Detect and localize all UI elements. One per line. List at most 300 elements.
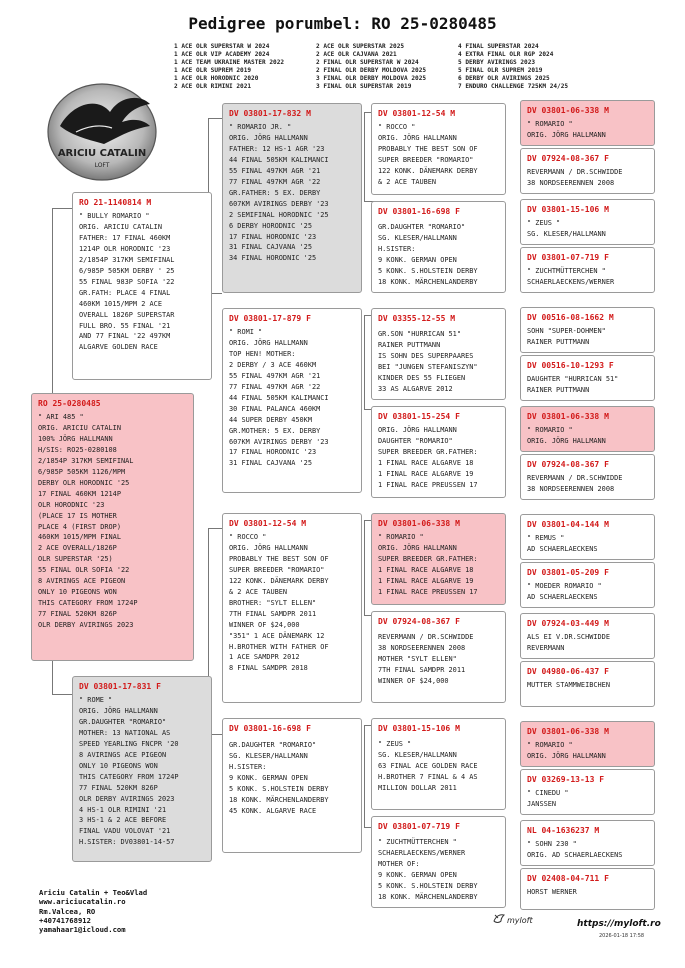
pigeon-details bbox=[73, 694, 211, 848]
detail-line: " ROME " bbox=[79, 696, 113, 704]
detail-line: 5 KONK. S.HOLSTEIN DERBY bbox=[229, 784, 329, 793]
detail-line: 9 KONK. GERMAN OPEN bbox=[378, 870, 457, 879]
detail-line: SCHAERLAECKENS/WERNER bbox=[527, 277, 615, 286]
great-grandparent-card-10[interactable] bbox=[520, 562, 655, 608]
detail-line: SG. KLESER/HALLMANN bbox=[229, 751, 308, 760]
detail-line: RAINER PUTTMANN bbox=[378, 340, 441, 349]
detail-line: BROTHER: "SYLT ELLEN" bbox=[229, 598, 317, 607]
detail-line: 1 FINAL RACE PREUSSEN 17 bbox=[378, 587, 478, 596]
detail-line: SUPER BREEDER "ROMARIO" bbox=[229, 565, 325, 574]
connector bbox=[52, 655, 72, 695]
pigeon-details bbox=[521, 424, 654, 447]
detail-line: GR.MOTHER: 5 EX. DERBY bbox=[229, 426, 321, 435]
detail-line: ORIG. ARICIU CATALIN bbox=[38, 423, 121, 432]
detail-line: WINNER OF $24,000 bbox=[378, 676, 449, 685]
ring-number: RO 25-0280485 bbox=[38, 399, 101, 408]
brand-name: myloft bbox=[507, 916, 533, 925]
dam-dam-sire-card[interactable] bbox=[371, 718, 506, 810]
detail-line: 1 FINAL RACE ALGARVE 19 bbox=[378, 469, 474, 478]
detail-line: RAINER PUTTMANN bbox=[527, 385, 590, 394]
detail-line: 18 KONK. MÄRCHENLANDERBY bbox=[378, 277, 478, 286]
site-link[interactable]: https://myloft.ro bbox=[577, 919, 661, 929]
detail-line: " BULLY ROMARIO " bbox=[79, 212, 150, 220]
dam-sire-card[interactable] bbox=[222, 513, 362, 703]
detail-line: MOTHER: 13 NATIONAL AS bbox=[79, 728, 171, 737]
detail-line: AD SCHAERLAECKENS bbox=[527, 592, 598, 601]
detail-line: 122 KONK. DÄNEMARK DERBY bbox=[229, 576, 329, 585]
achievement: 2 FINAL OLR DERBY MOLDOVA 2025 bbox=[316, 67, 427, 75]
detail-line: 33 AS ALGARVE 2012 bbox=[378, 384, 453, 393]
detail-line: " ROMARIO " bbox=[527, 120, 573, 128]
detail-line: ORIG. JÖRG HALLMANN bbox=[378, 426, 457, 434]
detail-line: REVERMANN / DR.SCHWIDDE bbox=[378, 633, 474, 641]
pigeon-details bbox=[372, 219, 505, 288]
pigeon-details bbox=[521, 325, 654, 348]
detail-line: 2 SEMIFINAL HORODNIC '25 bbox=[229, 210, 329, 219]
detail-line: REVERMANN / DR.SCHWIDDE bbox=[527, 474, 623, 482]
detail-line: TOP HEN! MOTHER: bbox=[229, 349, 296, 358]
achievements-col-3 bbox=[458, 43, 568, 92]
pigeon-details bbox=[521, 838, 654, 861]
detail-line: OLR DERBY AVIRINGS 2023 bbox=[38, 621, 134, 630]
detail-line: 77 FINAL 520KM 826P bbox=[79, 783, 158, 792]
detail-line: 2 DERBY / 3 ACE 460KM bbox=[229, 360, 317, 369]
pigeon-details bbox=[223, 736, 361, 817]
ring-number: DV 03801-12-54 M bbox=[229, 519, 307, 528]
pigeon-details bbox=[372, 121, 505, 188]
detail-line: 607KM AVIRINGS DERBY '23 bbox=[229, 437, 329, 446]
connector bbox=[52, 208, 72, 420]
detail-line: " ROCCO " bbox=[229, 533, 267, 541]
detail-line: H.BROTHER WITH FATHER OF bbox=[229, 642, 329, 651]
detail-line: 7TH FINAL SAMDPR 2011 bbox=[378, 665, 466, 674]
detail-line: SUPER BREEDER "ROMARIO" bbox=[378, 155, 474, 164]
dam-card[interactable] bbox=[72, 676, 212, 862]
detail-line: 5 KONK. S.HOLSTEIN DERBY bbox=[378, 266, 478, 275]
detail-line: " ROMARIO " bbox=[527, 741, 573, 749]
ring-number: DV 07924-03-449 M bbox=[527, 619, 609, 628]
pigeon-details bbox=[223, 121, 361, 264]
detail-line: 63 FINAL ACE GOLDEN RACE bbox=[378, 761, 478, 770]
pigeon-details bbox=[372, 326, 505, 395]
detail-line: SPEED YEARLING FNCPR '20 bbox=[79, 739, 179, 748]
detail-line: 5 KONK. S.HOLSTEIN DERBY bbox=[378, 881, 478, 890]
ring-number: DV 07924-08-367 F bbox=[527, 460, 609, 469]
pigeon-details bbox=[521, 166, 654, 189]
detail-line: H.SISTER: bbox=[378, 244, 416, 253]
ring-number: DV 03801-04-144 M bbox=[527, 520, 609, 529]
detail-line: H/SIS: RO25-0280108 bbox=[38, 445, 117, 454]
ring-number: DV 04980-06-437 F bbox=[527, 667, 609, 676]
detail-line: 8 AVIRINGS ACE PIGEON bbox=[38, 577, 126, 586]
detail-line: DERBY OLR HORODNIC '25 bbox=[38, 478, 130, 487]
detail-line: FULL BRO. 55 FINAL '21 bbox=[79, 321, 171, 330]
detail-line: 2/1854P 317KM SEMIFINAL bbox=[79, 255, 175, 264]
detail-line: SUPER BREEDER GR.FATHER: bbox=[378, 554, 478, 563]
detail-line: 6/985P 505KM 1126/MPM bbox=[38, 467, 126, 476]
pigeon-details bbox=[521, 217, 654, 240]
detail-line: 1214P OLR HORODNIC '23 bbox=[79, 244, 171, 253]
sire-sire-dam-card[interactable] bbox=[371, 201, 506, 293]
detail-line: " CINEDU " bbox=[527, 789, 569, 797]
detail-line: DAUGHTER "HURRICAN 51" bbox=[527, 375, 619, 383]
loft-logo bbox=[42, 74, 162, 184]
detail-line: 44 SUPER DERBY 450KM bbox=[229, 415, 312, 424]
pigeon-details bbox=[521, 739, 654, 762]
detail-line: " ROMARIO " bbox=[378, 533, 424, 541]
great-grandparent-card-12[interactable] bbox=[520, 661, 655, 707]
detail-line: ORIG. ARICIU CATALIN bbox=[79, 222, 162, 231]
achievements-col-2 bbox=[316, 43, 426, 92]
detail-line: 55 FINAL 497KM AGR '21 bbox=[229, 166, 321, 175]
detail-line: " ROMARIO " bbox=[527, 426, 573, 434]
ring-number: DV 03801-06-338 M bbox=[527, 106, 609, 115]
ring-number: DV 03801-15-106 M bbox=[378, 724, 460, 733]
detail-line: 1 FINAL RACE ALGARVE 19 bbox=[378, 576, 474, 585]
detail-line: OVERALL 1826P SUPERSTAR bbox=[79, 310, 175, 319]
detail-line: FATHER: 17 FINAL 460KM bbox=[79, 233, 171, 242]
owner-email[interactable]: yamahaar1@icloud.com bbox=[39, 925, 126, 935]
detail-line: GR.DAUGHTER "ROMARIO" bbox=[229, 741, 317, 749]
achievement: 2 ACE OLR CAJVANA 2021 bbox=[316, 51, 397, 59]
detail-line: 44 FINAL 505KM KALIMANCI bbox=[229, 155, 329, 164]
detail-line: 4 HS-1 OLR RIMINI '21 bbox=[79, 805, 167, 814]
great-grandparent-card-4[interactable] bbox=[520, 247, 655, 293]
detail-line: ALS EI V.DR.SCHWIDDE bbox=[527, 633, 610, 641]
ring-number: DV 03801-05-209 F bbox=[527, 568, 609, 577]
detail-line: 55 FINAL 983P SOFIA '22 bbox=[79, 277, 175, 286]
sire-dam-dam-card[interactable] bbox=[371, 406, 506, 498]
sire-dam-card[interactable] bbox=[222, 308, 362, 493]
detail-line: 55 FINAL 497KM AGR '21 bbox=[229, 371, 321, 380]
detail-line: ORIG. JÖRG HALLMANN bbox=[229, 338, 308, 347]
achievement: 1 ACE OLR SUPERSTAR W 2024 bbox=[174, 43, 270, 50]
detail-line: REVERMANN bbox=[527, 643, 565, 652]
sire-dam-sire-card[interactable] bbox=[371, 308, 506, 400]
achievement: 2 ACE OLR SUPERSTAR 2025 bbox=[316, 43, 405, 50]
detail-line: SOHN "SUPER-DOHMEN" bbox=[527, 327, 606, 335]
detail-line: THIS CATEGORY FROM 1724P bbox=[38, 599, 138, 608]
detail-line: AD SCHAERLAECKENS bbox=[527, 544, 598, 553]
logo-text: ARICIU CATALIN bbox=[57, 148, 147, 159]
detail-line: 17 FINAL HORODNIC '23 bbox=[229, 448, 317, 457]
detail-line: 460KM 1015/MPM 2 ACE bbox=[79, 299, 162, 308]
ring-number: DV 03801-07-719 F bbox=[378, 822, 460, 831]
detail-line: ORIG. JÖRG HALLMANN bbox=[527, 130, 606, 139]
achievement: 4 EXTRA FINAL OLR RGP 2024 bbox=[458, 51, 554, 59]
achievement: 1 ACE OLR VIP ACADEMY 2024 bbox=[174, 51, 270, 59]
detail-line: AND 77 FINAL '22 497KM bbox=[79, 332, 171, 341]
pigeon-details bbox=[521, 118, 654, 141]
detail-line: ALGARVE GOLDEN RACE bbox=[79, 343, 158, 352]
connector bbox=[208, 528, 222, 685]
pigeon-details bbox=[521, 472, 654, 495]
great-grandparent-card-16[interactable] bbox=[520, 868, 655, 910]
pigeon-details bbox=[521, 631, 654, 654]
detail-line: GR.FATHER: 5 EX. DERBY bbox=[229, 188, 321, 197]
detail-line: SG. KLESER/HALLMANN bbox=[527, 229, 606, 238]
pigeon-details bbox=[521, 787, 654, 810]
great-grandparent-card-3[interactable] bbox=[520, 199, 655, 245]
detail-line: & 2 ACE TAUBEN bbox=[229, 587, 288, 596]
achievement: 4 FINAL SUPERSTAR 2024 bbox=[458, 43, 539, 50]
achievement: 6 DERBY OLR AVIRINGS 2025 bbox=[458, 75, 550, 83]
sire-sire-card[interactable] bbox=[222, 103, 362, 293]
detail-line: 17 FINAL HORODNIC '23 bbox=[229, 232, 317, 241]
great-grandparent-card-7[interactable] bbox=[520, 406, 655, 452]
detail-line: " ROCCO " bbox=[378, 123, 416, 131]
print-date: 2026-01-18 17:58 bbox=[599, 933, 645, 939]
subject-pigeon-card[interactable] bbox=[31, 393, 194, 661]
ring-number: DV 03801-06-338 M bbox=[527, 727, 609, 736]
achievement: 3 FINAL OLR SUPERSTAR 2019 bbox=[316, 83, 412, 91]
detail-line: 31 FINAL CAJVANA '25 bbox=[229, 243, 312, 252]
detail-line: ONLY 10 PIGEONS WON bbox=[38, 588, 117, 597]
detail-line: 8 FINAL SAMDPR 2018 bbox=[229, 664, 308, 673]
ring-number: DV 00516-08-1662 M bbox=[527, 313, 614, 322]
detail-line: OLR SUPERSTAR '25) bbox=[38, 555, 113, 564]
detail-line: " REMUS " bbox=[527, 534, 565, 542]
ring-number: DV 07924-08-367 F bbox=[378, 617, 460, 626]
great-grandparent-card-13[interactable] bbox=[520, 721, 655, 767]
detail-line: ORIG. JÖRG HALLMANN bbox=[378, 133, 457, 142]
ring-number: DV 03801-07-719 F bbox=[527, 253, 609, 262]
ring-number: DV 03801-16-698 F bbox=[229, 724, 311, 733]
great-grandparent-card-1[interactable] bbox=[520, 100, 655, 146]
ring-number: DV 03801-15-254 F bbox=[378, 412, 460, 421]
pigeon-details bbox=[372, 736, 505, 794]
detail-line: GR.DAUGHTER "ROMARIO" bbox=[79, 717, 167, 726]
detail-line: 34 FINAL HORODNIC '25 bbox=[229, 254, 317, 263]
detail-line: 17 FINAL 460KM 1214P bbox=[38, 489, 121, 498]
owner-website[interactable]: www.ariciucatalin.ro bbox=[39, 897, 126, 907]
achievement: 5 FINAL OLR SUPREM 2019 bbox=[458, 67, 543, 75]
detail-line: 3 HS-1 & 2 ACE BEFORE bbox=[79, 816, 167, 825]
detail-line: 45 KONK. ALGARVE RACE bbox=[229, 806, 317, 815]
ring-number: DV 03355-12-55 M bbox=[378, 314, 456, 323]
detail-line: SUPER BREEDER GR.FATHER: bbox=[378, 447, 478, 456]
ring-number: DV 02408-04-711 F bbox=[527, 874, 609, 883]
pigeon-details bbox=[372, 424, 505, 491]
detail-line: 2/1854P 317KM SEMIFINAL bbox=[38, 456, 134, 465]
pigeon-icon bbox=[492, 912, 506, 926]
owner-name: Ariciu Catalin + Teo&Vlad bbox=[39, 888, 148, 897]
detail-line: 18 KONK. MÄRCHENLANDERBY bbox=[378, 892, 478, 901]
detail-line: 9 KONK. GERMAN OPEN bbox=[378, 255, 457, 264]
detail-line: FINAL VADU VOLOVAT '21 bbox=[79, 827, 171, 836]
detail-line: SG. KLESER/HALLMANN bbox=[378, 750, 457, 759]
detail-line: " MOEDER ROMARIO " bbox=[527, 582, 602, 590]
detail-line: 55 FINAL OLR SOFIA '22 bbox=[38, 566, 130, 575]
detail-line: PROBABLY THE BEST SON OF bbox=[378, 144, 478, 153]
pigeon-details bbox=[372, 629, 505, 687]
detail-line: RAINER PUTTMANN bbox=[527, 337, 590, 346]
achievement: 1 ACE TEAM UKRAINE MASTER 2022 bbox=[174, 59, 285, 67]
pigeon-details bbox=[521, 580, 654, 603]
detail-line: 100% JÖRG HALLMANN bbox=[38, 434, 113, 443]
detail-line: 607KM AVIRINGS DERBY '23 bbox=[229, 199, 329, 208]
detail-line: 460KM 1015/MPM FINAL bbox=[38, 533, 121, 542]
pigeon-details bbox=[521, 265, 654, 288]
detail-line: JANSSEN bbox=[527, 799, 557, 808]
detail-line: ORIG. AD SCHAERLAECKENS bbox=[527, 850, 623, 859]
detail-line: HORST WERNER bbox=[527, 888, 577, 896]
detail-line: ORIG. JÖRG HALLMANN bbox=[378, 543, 457, 552]
ring-number: DV 03801-17-879 F bbox=[229, 314, 311, 323]
detail-line: DAUGHTER "ROMARIO" bbox=[378, 436, 453, 445]
detail-line: MOTHER "SYLT ELLEN" bbox=[378, 654, 457, 663]
detail-line: MOTHER OF: bbox=[378, 859, 420, 868]
dam-sire-dam-card[interactable] bbox=[371, 611, 506, 703]
detail-line: " ZUCHTMÜTTERCHEN " bbox=[527, 267, 606, 275]
detail-line: ORIG. JÖRG HALLMANN bbox=[527, 436, 606, 445]
detail-line: 38 NORDSEERENNEN 2008 bbox=[378, 643, 466, 652]
achievement: 2 ACE OLR RIMINI 2021 bbox=[174, 83, 252, 91]
achievement: 1 ACE OLR HORODNIC 2020 bbox=[174, 75, 259, 83]
detail-line: PROBABLY THE BEST SON OF bbox=[229, 554, 329, 563]
owner-location: Rm.Valcea, RO bbox=[39, 906, 96, 916]
dam-dam-dam-card[interactable] bbox=[371, 816, 506, 908]
detail-line: "351" 1 ACE DÄNEMARK 12 bbox=[229, 631, 325, 640]
owner-contact bbox=[39, 888, 147, 934]
detail-line: H.SISTER: bbox=[229, 762, 267, 771]
detail-line: 77 FINAL 497KM AGR '22 bbox=[229, 382, 321, 391]
ring-number: DV 03801-12-54 M bbox=[378, 109, 456, 118]
detail-line: 38 NORDSEERENNEN 2008 bbox=[527, 484, 615, 493]
detail-line: GR.SON "HURRICAN 51" bbox=[378, 330, 461, 338]
detail-line: 1 FINAL RACE ALGARVE 18 bbox=[378, 458, 474, 467]
great-grandparent-card-8[interactable] bbox=[520, 454, 655, 500]
detail-line: 18 KONK. MÄRCHENLANDERBY bbox=[229, 795, 329, 804]
great-grandparent-card-15[interactable] bbox=[520, 820, 655, 866]
ring-number: DV 00516-10-1293 F bbox=[527, 361, 614, 370]
dam-sire-sire-card[interactable] bbox=[371, 513, 506, 605]
ring-number: DV 07924-08-367 F bbox=[527, 154, 609, 163]
dam-dam-card[interactable] bbox=[222, 718, 362, 853]
detail-line: " ARI 485 " bbox=[38, 413, 84, 421]
pigeon-details bbox=[73, 210, 211, 353]
sire-sire-sire-card[interactable] bbox=[371, 103, 506, 195]
detail-line: FATHER: 12 HS-1 AGR '23 bbox=[229, 144, 325, 153]
owner-phone: +40741768912 bbox=[39, 915, 91, 925]
detail-line: PLACE 4 (FIRST DROP) bbox=[38, 522, 121, 531]
detail-line: 38 NORDSEERENNEN 2008 bbox=[527, 178, 615, 187]
detail-line: OLR HORODNIC '23 bbox=[38, 500, 105, 509]
detail-line: 77 FINAL 497KM AGR '22 bbox=[229, 177, 321, 186]
pigeon-details bbox=[223, 531, 361, 674]
logo-subtext: LOFT bbox=[94, 162, 110, 169]
detail-line: " ROMI " bbox=[229, 328, 263, 336]
detail-line: 9 KONK. GERMAN OPEN bbox=[229, 773, 308, 782]
achievement: 7 ENDURO CHALLENGE 725KM 24/25 bbox=[458, 83, 569, 91]
ring-number: DV 03801-17-831 F bbox=[79, 682, 161, 691]
detail-line: MILLION DOLLAR 2011 bbox=[378, 783, 457, 792]
detail-line: THIS CATEGORY FROM 1724P bbox=[79, 772, 179, 781]
achievement: 3 FINAL OLR DERBY MOLDOVA 2025 bbox=[316, 75, 427, 83]
ring-number: DV 03801-06-338 M bbox=[378, 519, 460, 528]
detail-line: ORIG. JÖRG HALLMANN bbox=[79, 706, 158, 715]
pigeon-details bbox=[372, 531, 505, 598]
ring-number: DV 03801-06-338 M bbox=[527, 412, 609, 421]
great-grandparent-card-11[interactable] bbox=[520, 613, 655, 659]
detail-line: 8 AVIRINGS ACE PIGEON bbox=[79, 750, 167, 759]
ring-number: RO 21-1140814 M bbox=[79, 198, 152, 207]
detail-line: GR.FATH: PLACE 4 FINAL bbox=[79, 288, 171, 297]
great-grandparent-card-14[interactable] bbox=[520, 769, 655, 815]
detail-line: KINDER DES 55 FLIEGEN bbox=[378, 373, 466, 382]
ring-number: NL 04-1636237 M bbox=[527, 826, 600, 835]
detail-line: 30 FINAL PALANCA 460KM bbox=[229, 404, 321, 413]
ring-number: DV 03801-17-832 M bbox=[229, 109, 311, 118]
detail-line: 77 FINAL 520KM 826P bbox=[38, 610, 117, 619]
ring-number: DV 03801-16-698 F bbox=[378, 207, 460, 216]
pigeon-details bbox=[223, 326, 361, 469]
detail-line: 1 ACE SAMDPR 2012 bbox=[229, 653, 300, 662]
pigeon-details bbox=[32, 411, 193, 631]
great-grandparent-card-6[interactable] bbox=[520, 355, 655, 401]
detail-line: " ZEUS " bbox=[527, 219, 561, 227]
detail-line: 2 ACE OVERALL/1826P bbox=[38, 544, 117, 553]
pigeon-details bbox=[521, 679, 654, 691]
great-grandparent-card-9[interactable] bbox=[520, 514, 655, 560]
detail-line: " ROMARIO JR. " bbox=[229, 123, 292, 131]
detail-line: 31 FINAL CAJVANA '25 bbox=[229, 459, 312, 468]
detail-line: " ZEUS " bbox=[378, 740, 412, 748]
detail-line: IS SOHN DES SUPERPAARES bbox=[378, 351, 474, 360]
detail-line: & 2 ACE TAUBEN bbox=[378, 177, 437, 186]
detail-line: GR.DAUGHTER "ROMARIO" bbox=[378, 223, 466, 231]
detail-line: REVERMANN / DR.SCHWIDDE bbox=[527, 168, 623, 176]
detail-line: SG. KLESER/HALLMANN bbox=[378, 233, 457, 242]
detail-line: 1 FINAL RACE ALGARVE 18 bbox=[378, 565, 474, 574]
detail-line: SCHAERLAECKENS/WERNER bbox=[378, 848, 466, 857]
detail-line: H.BROTHER 7 FINAL & 4 AS bbox=[378, 772, 478, 781]
pigeon-details bbox=[521, 886, 654, 898]
ring-number: DV 03801-15-106 M bbox=[527, 205, 609, 214]
achievement: 1 ACE OLR SUPREM 2019 bbox=[174, 67, 252, 75]
achievement: 2 FINAL OLR SUPERSTAR W 2024 bbox=[316, 59, 419, 67]
ring-number: DV 03269-13-13 F bbox=[527, 775, 605, 784]
achievement: 5 DERBY AVIRINGS 2023 bbox=[458, 59, 536, 67]
detail-line: ORIG. JÖRG HALLMANN bbox=[527, 751, 606, 760]
detail-line: OLR DERBY AVIRINGS 2023 bbox=[79, 794, 175, 803]
great-grandparent-card-2[interactable] bbox=[520, 148, 655, 194]
detail-line: MUTTER STAMMWEIBCHEN bbox=[527, 681, 610, 689]
detail-line: 44 FINAL 505KM KALIMANCI bbox=[229, 393, 329, 402]
detail-line: BEI "JUNGEN STEFANISZYN" bbox=[378, 362, 478, 371]
detail-line: 6 DERBY HORODNIC '25 bbox=[229, 221, 312, 230]
detail-line: 7TH FINAL SAMDPR 2011 bbox=[229, 609, 317, 618]
detail-line: 6/985P 505KM DERBY ' 25 bbox=[79, 266, 175, 275]
detail-line: H.SISTER: DV03801-14-57 bbox=[79, 838, 175, 847]
pigeon-details bbox=[521, 373, 654, 396]
detail-line: 122 KONK. DÄNEMARK DERBY bbox=[378, 166, 478, 175]
achievements-col-1 bbox=[174, 43, 284, 92]
detail-line: 1 FINAL RACE PREUSSEN 17 bbox=[378, 480, 478, 489]
great-grandparent-card-5[interactable] bbox=[520, 307, 655, 353]
pigeon-details bbox=[372, 834, 505, 903]
detail-line: (PLACE 17 IS MOTHER bbox=[38, 511, 117, 520]
detail-line: ORIG. JÖRG HALLMANN bbox=[229, 543, 308, 552]
detail-line: WINNER OF $24,000 bbox=[229, 620, 300, 629]
detail-line: ORIG. JÖRG HALLMANN bbox=[229, 133, 308, 142]
pigeon-details bbox=[521, 532, 654, 555]
detail-line: " ZUCHTMÜTTERCHEN " bbox=[378, 838, 457, 846]
detail-line: ONLY 10 PIGEONS WON bbox=[79, 761, 158, 770]
detail-line: " SOHN 230 " bbox=[527, 840, 577, 848]
sire-card[interactable] bbox=[72, 192, 212, 380]
page-title: Pedigree porumbel: RO 25-0280485 bbox=[188, 14, 497, 33]
